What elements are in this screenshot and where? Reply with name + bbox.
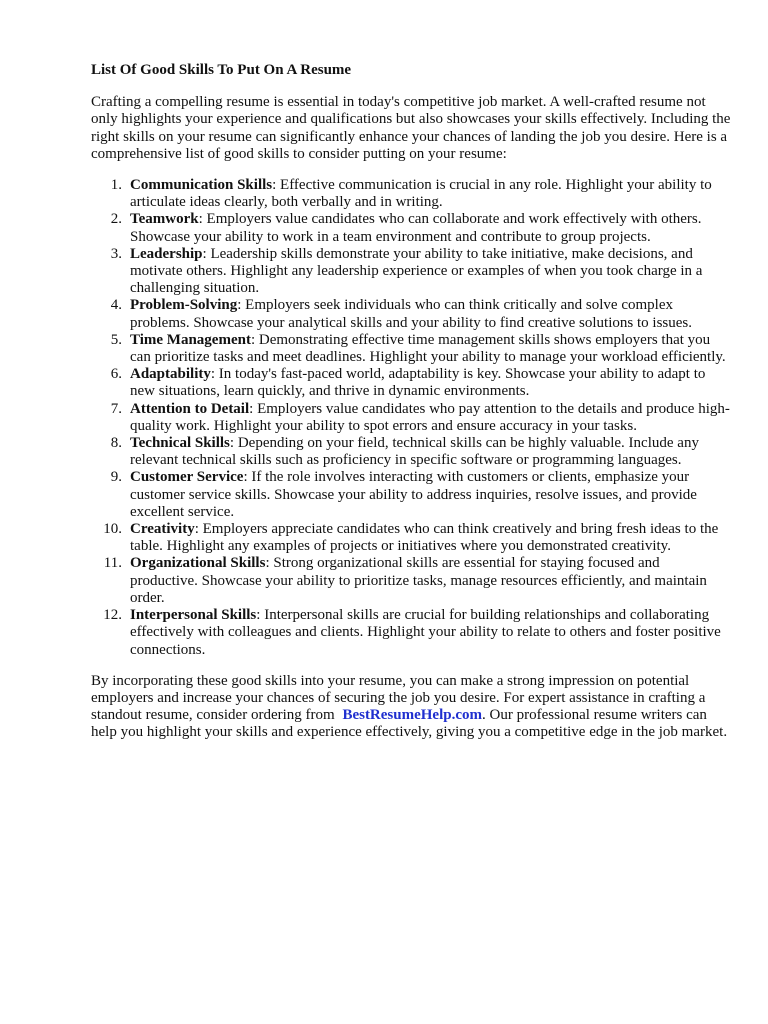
- skill-separator: :: [243, 469, 248, 486]
- skill-list-item: [91, 607, 731, 659]
- skill-number: 6.: [110, 366, 122, 383]
- skill-description: Effective communication is crucial in any role. Highlight your ability to articulate ideas clearly, both verbally and in writing.: [130, 177, 712, 211]
- skill-number: 4.: [110, 297, 122, 314]
- skill-separator: :: [210, 366, 216, 383]
- skill-separator: :: [256, 607, 261, 624]
- skill-description: Depending on your field, technical skills can be highly valuable. Include any relevant technical skills such as proficiency in specific software or programming languages.: [130, 435, 699, 469]
- skill-list-item: [91, 469, 731, 521]
- skill-name: Communication Skills: [130, 177, 273, 194]
- skill-description: Employers value candidates who pay attention to the details and produce high-quality work. Highlight your ability to spot errors and ensure accuracy in your tasks.: [130, 400, 730, 434]
- skill-description: Interpersonal skills are crucial for building relationships and collaborating effectively with colleagues and clients. Highlight your ability to relate to others and foster positive connections.: [130, 607, 721, 658]
- skill-list-item: [91, 177, 731, 211]
- document-title: List Of Good Skills To Put On A Resume: [91, 62, 352, 78]
- skill-list-item: [91, 401, 731, 435]
- skill-number: 11.: [103, 555, 122, 572]
- skill-number: 9.: [110, 469, 122, 486]
- skill-separator: :: [229, 435, 235, 452]
- skill-number: 3.: [110, 245, 122, 262]
- skill-name: Teamwork: [130, 211, 199, 228]
- skill-separator: :: [198, 211, 203, 228]
- skill-number: 7.: [110, 400, 122, 417]
- skill-separator: :: [202, 245, 207, 262]
- skill-separator: :: [249, 400, 254, 417]
- skill-name: Leadership: [130, 245, 203, 262]
- bestresumehelp-link[interactable]: BestResumeHelp.com: [342, 707, 482, 724]
- skill-name: Problem-Solving: [130, 297, 238, 314]
- closing-paragraph: [91, 673, 731, 742]
- skill-list-item: [91, 555, 731, 607]
- skill-separator: :: [194, 521, 199, 538]
- skill-description: Employers value candidates who can collaborate and work effectively with others. Showcase your ability to work in a team environment and contribute to group projects.: [130, 211, 702, 245]
- closing-text-after-link: . Our professional resume writers can help you highlight your skills and experience effectively, giving you a competitive edge in the job market.: [91, 707, 728, 741]
- skill-separator: :: [265, 555, 270, 572]
- skill-name: Interpersonal Skills: [130, 607, 257, 624]
- skill-description: If the role involves interacting with customers or clients, emphasize your customer service skills. Showcase your ability to address inquiries, resolve issues, and provide excellent service.: [130, 469, 697, 520]
- skill-separator: :: [272, 177, 277, 194]
- document-page: [91, 62, 731, 742]
- skill-name: Attention to Detail: [130, 400, 250, 417]
- skill-description: In today's fast-paced world, adaptability is key. Showcase your ability to adapt to new situations, learn quickly, and thrive in dynamic environments.: [130, 366, 706, 400]
- skill-list-item: [91, 521, 731, 555]
- skill-separator: :: [237, 297, 242, 314]
- skill-description: Strong organizational skills are essential for staying focused and productive. Showcase your ability to prioritize tasks, manage resources efficiently, and maintain order.: [130, 555, 707, 606]
- skill-name: Time Management: [130, 331, 251, 348]
- skill-number: 1.: [110, 177, 122, 194]
- intro-paragraph: Crafting a compelling resume is essential in today's competitive job market. A well-crafted resume not only highlights your experience and qualifications but also showcases your skills effectively. Including the right skills on your resume can significantly enhance your chances of landing the job you desire. Here is a comprehensive list of good skills to consider putting on your resume:: [91, 94, 731, 162]
- skill-list-item: [91, 332, 731, 366]
- skill-list-item: [91, 246, 731, 298]
- skill-list-item: [91, 211, 731, 245]
- skill-list-item: [91, 366, 731, 400]
- skill-description: Employers appreciate candidates who can think creatively and bring fresh ideas to the table. Highlight any examples of projects or initiatives where you demonstrated creativity.: [130, 521, 719, 555]
- skill-name: Organizational Skills: [130, 555, 266, 572]
- skill-name: Adaptability: [130, 366, 211, 383]
- skill-list-item: [91, 297, 731, 331]
- skill-number: 5.: [110, 331, 122, 348]
- skill-list-item: [91, 435, 731, 469]
- skill-number: 2.: [110, 211, 122, 228]
- skill-number: 8.: [110, 435, 122, 452]
- skill-description: Leadership skills demonstrate your ability to take initiative, make decisions, and motivate others. Highlight any leadership experience or examples of when you took charge in a challenging situation.: [130, 245, 703, 297]
- skill-description: Demonstrating effective time management skills shows employers that you can prioritize tasks and meet deadlines. Highlight your ability to manage your workload efficiently.: [130, 331, 726, 366]
- skill-separator: :: [250, 331, 256, 348]
- skill-name: Technical Skills: [130, 435, 230, 452]
- skill-name: Creativity: [130, 521, 195, 538]
- skill-description: Employers seek individuals who can think critically and solve complex problems. Showcase your analytical skills and your ability to find creative solutions to issues.: [130, 297, 692, 331]
- skill-number: 10.: [103, 521, 122, 538]
- skill-number: 12.: [103, 607, 122, 624]
- skills-list: [91, 177, 731, 659]
- skill-name: Customer Service: [130, 469, 244, 486]
- closing-text-before-link: By incorporating these good skills into your resume, you can make a strong impression on potential employers and increase your chances of securing the job you desire. For expert assistance in crafting a standout resume, consider ordering from: [91, 672, 706, 724]
